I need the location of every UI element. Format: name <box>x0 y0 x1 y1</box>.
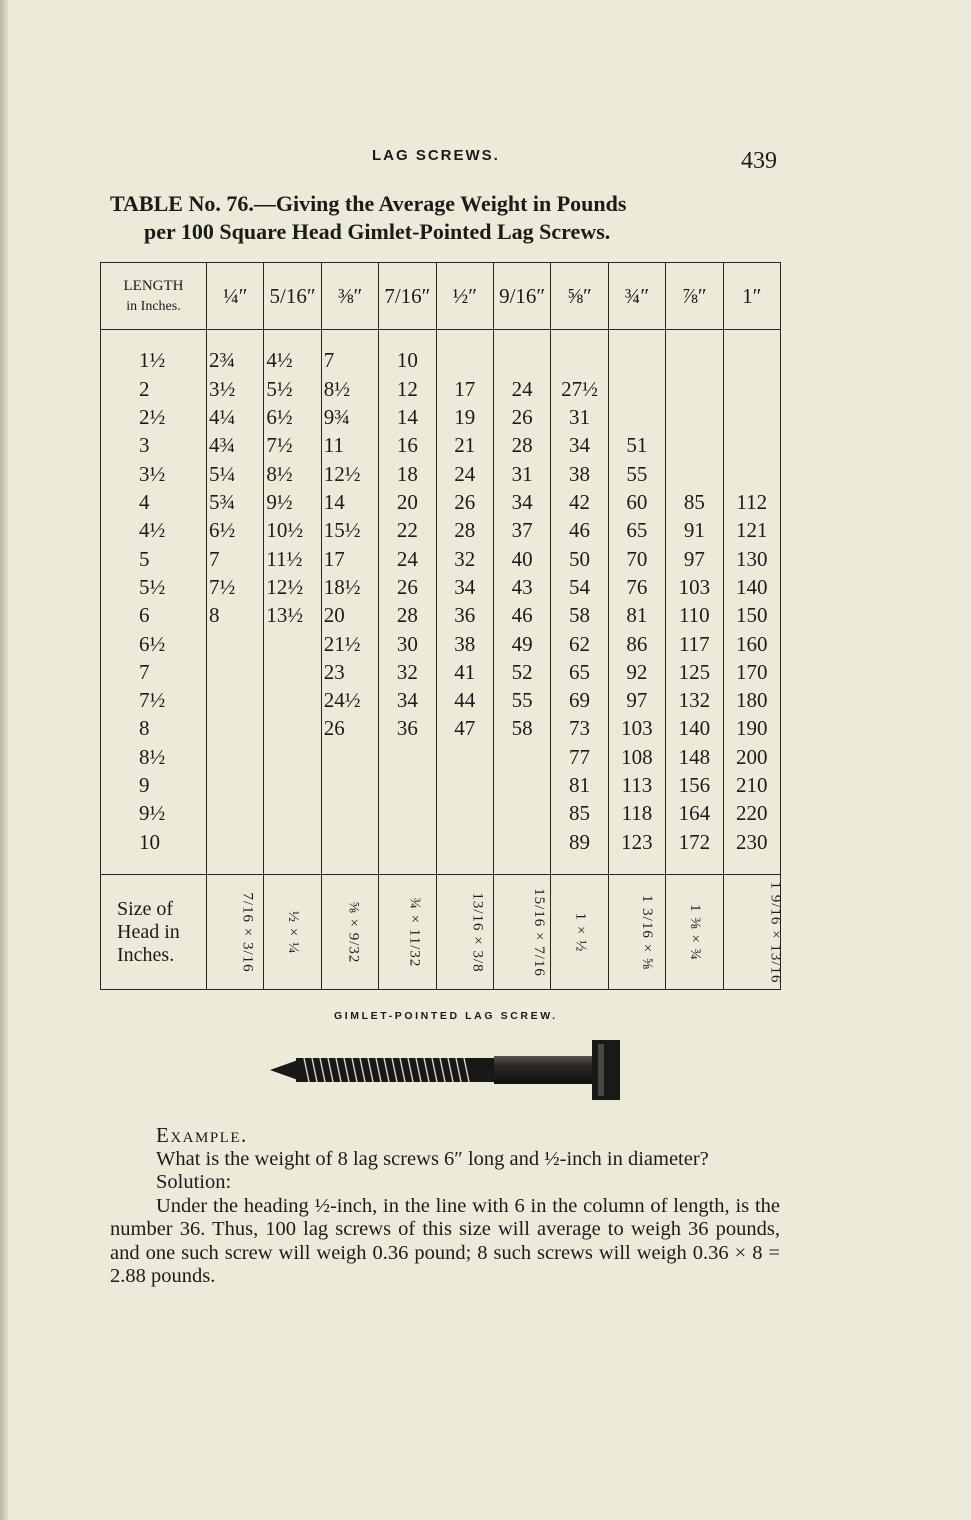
weight-cell: 10½ <box>264 516 321 544</box>
weight-cell <box>379 828 436 875</box>
weight-cell <box>493 743 550 771</box>
table-row <box>101 330 781 375</box>
weight-cell: 148 <box>666 743 723 771</box>
weight-cell: 31 <box>493 460 550 488</box>
weight-cell: 28 <box>493 431 550 459</box>
column-header: 1″ <box>723 263 780 330</box>
head-size-value: 15/16 × 7/16 <box>530 888 547 978</box>
weight-cell <box>723 330 780 375</box>
weight-cell: 89 <box>551 828 608 875</box>
head-size-label <box>101 875 207 990</box>
table-title-line-2: per 100 Square Head Gimlet-Pointed Lag Screws. <box>144 219 611 244</box>
column-header: 7/16″ <box>379 263 436 330</box>
head-size-cell <box>436 875 493 990</box>
head-size-cell <box>608 875 665 990</box>
table-body <box>101 330 781 875</box>
weight-cell: 73 <box>551 714 608 742</box>
weight-cell: 132 <box>666 686 723 714</box>
weight-cell: 8½ <box>321 375 378 403</box>
weight-cell <box>264 629 321 657</box>
weight-cell: 117 <box>666 629 723 657</box>
table-row <box>101 828 781 875</box>
weight-cell: 190 <box>723 714 780 742</box>
weight-cell: 6½ <box>207 516 264 544</box>
weight-cell: 97 <box>608 686 665 714</box>
weight-cell: 24½ <box>321 686 378 714</box>
head-size-value: ¾ × 11/32 <box>406 897 423 968</box>
weight-cell <box>436 330 493 375</box>
column-header: ⅞″ <box>666 263 723 330</box>
length-cell: 3 <box>101 431 207 459</box>
weight-cell <box>379 771 436 799</box>
weight-cell: 24 <box>493 375 550 403</box>
weight-cell: 54 <box>551 573 608 601</box>
solution-text: Under the heading ½-inch, in the line with 6 in the column of length, is the number 36. Thus, 100 lag screws of this size will average to weigh 36 pounds, and one such screw will weigh 0.36 pound; 8 such screws will weigh 0.36 × 8 = 2.88 pounds. <box>110 1194 780 1287</box>
weight-table-container <box>100 262 784 990</box>
length-cell: 5½ <box>101 573 207 601</box>
weight-cell: 46 <box>551 516 608 544</box>
weight-cell <box>207 629 264 657</box>
weight-cell: 23 <box>321 658 378 686</box>
weight-cell: 3½ <box>207 375 264 403</box>
weight-cell: 220 <box>723 799 780 827</box>
weight-cell: 40 <box>493 544 550 572</box>
head-size-cell <box>723 875 784 990</box>
weight-cell: 62 <box>551 629 608 657</box>
weight-cell <box>207 799 264 827</box>
weight-cell: 13½ <box>264 601 321 629</box>
weight-cell: 108 <box>608 743 665 771</box>
column-header: 9/16″ <box>493 263 550 330</box>
length-cell: 2 <box>101 375 207 403</box>
column-header: 5/16″ <box>264 263 321 330</box>
length-cell: 9½ <box>101 799 207 827</box>
weight-cell <box>207 771 264 799</box>
figure-caption: GIMLET-POINTED LAG SCREW. <box>334 1010 558 1022</box>
head-size-label-line-3: Inches. <box>117 943 175 966</box>
weight-cell: 5½ <box>264 375 321 403</box>
weight-cell: 37 <box>493 516 550 544</box>
weight-cell: 24 <box>379 544 436 572</box>
weight-cell: 200 <box>723 743 780 771</box>
weight-cell: 34 <box>436 573 493 601</box>
solution-label: Solution: <box>156 1171 232 1193</box>
table-row <box>101 714 781 742</box>
table-row <box>101 516 781 544</box>
weight-cell: 9¾ <box>321 403 378 431</box>
table-title-line-1: TABLE No. 76.—Giving the Average Weight in Pounds <box>110 191 627 216</box>
weight-cell <box>436 743 493 771</box>
weight-cell <box>207 714 264 742</box>
length-cell: 2½ <box>101 403 207 431</box>
weight-cell: 12 <box>379 375 436 403</box>
weight-cell: 123 <box>608 828 665 875</box>
weight-cell: 47 <box>436 714 493 742</box>
running-head: LAG SCREWS. <box>372 147 500 164</box>
weight-cell: 14 <box>379 403 436 431</box>
column-header: ½″ <box>436 263 493 330</box>
weight-cell: 8½ <box>264 460 321 488</box>
weight-cell: 230 <box>723 828 780 875</box>
weight-cell: 85 <box>666 488 723 516</box>
length-cell: 10 <box>101 828 207 875</box>
weight-cell <box>666 431 723 459</box>
weight-cell <box>493 799 550 827</box>
weight-cell <box>321 743 378 771</box>
weight-cell: 58 <box>551 601 608 629</box>
head-size-label-line-2: Head in <box>117 920 180 943</box>
weight-cell: 24 <box>436 460 493 488</box>
weight-cell <box>493 828 550 875</box>
table-row <box>101 743 781 771</box>
length-cell: 9 <box>101 771 207 799</box>
weight-cell <box>207 743 264 771</box>
table-row <box>101 544 781 572</box>
length-column-header <box>101 263 207 330</box>
weight-cell: 38 <box>436 629 493 657</box>
weight-cell: 156 <box>666 771 723 799</box>
weight-cell <box>264 771 321 799</box>
table-row <box>101 403 781 431</box>
lag-screw-illustration <box>268 1038 628 1102</box>
head-size-cell <box>493 875 550 990</box>
column-header: ⅝″ <box>551 263 608 330</box>
weight-cell: 28 <box>436 516 493 544</box>
weight-cell <box>207 686 264 714</box>
weight-cell: 30 <box>379 629 436 657</box>
weight-cell: 11 <box>321 431 378 459</box>
weight-cell <box>723 460 780 488</box>
weight-cell <box>264 828 321 875</box>
weight-cell: 16 <box>379 431 436 459</box>
weight-cell <box>321 799 378 827</box>
weight-cell: 32 <box>379 658 436 686</box>
weight-cell: 11½ <box>264 544 321 572</box>
weight-cell: 113 <box>608 771 665 799</box>
weight-cell: 7 <box>321 330 378 375</box>
weight-cell: 55 <box>608 460 665 488</box>
weight-cell: 92 <box>608 658 665 686</box>
weight-cell: 44 <box>436 686 493 714</box>
table-row <box>101 629 781 657</box>
weight-cell: 5¾ <box>207 488 264 516</box>
weight-cell: 38 <box>551 460 608 488</box>
weight-cell: 17 <box>321 544 378 572</box>
weight-cell <box>723 375 780 403</box>
weight-cell: 160 <box>723 629 780 657</box>
weight-cell: 81 <box>551 771 608 799</box>
page-number: 439 <box>741 148 777 174</box>
weight-cell: 140 <box>666 714 723 742</box>
weight-cell: 32 <box>436 544 493 572</box>
weight-cell: 7½ <box>207 573 264 601</box>
weight-cell: 15½ <box>321 516 378 544</box>
weight-cell: 51 <box>608 431 665 459</box>
table-row <box>101 771 781 799</box>
length-cell: 7 <box>101 658 207 686</box>
length-header-sublabel: in Inches. <box>126 298 181 314</box>
weight-cell: 34 <box>379 686 436 714</box>
weight-cell <box>436 828 493 875</box>
weight-cell: 77 <box>551 743 608 771</box>
head-size-cell <box>666 875 723 990</box>
weight-cell: 50 <box>551 544 608 572</box>
table-header-row <box>101 263 781 330</box>
head-size-value: ½ × ¼ <box>285 910 302 955</box>
length-cell: 6½ <box>101 629 207 657</box>
weight-cell <box>493 771 550 799</box>
weight-cell <box>264 686 321 714</box>
weight-cell: 5¼ <box>207 460 264 488</box>
example-heading: Example. <box>156 1123 248 1147</box>
length-cell: 8 <box>101 714 207 742</box>
length-cell: 4½ <box>101 516 207 544</box>
length-header-label: LENGTH <box>123 277 184 294</box>
weight-cell: 103 <box>608 714 665 742</box>
weight-cell: 130 <box>723 544 780 572</box>
weight-cell <box>723 431 780 459</box>
weight-cell: 43 <box>493 573 550 601</box>
table-row <box>101 460 781 488</box>
weight-cell: 34 <box>551 431 608 459</box>
weight-cell: 2¾ <box>207 330 264 375</box>
weight-cell <box>321 828 378 875</box>
weight-cell <box>207 658 264 686</box>
weight-cell <box>264 799 321 827</box>
weight-cell: 7 <box>207 544 264 572</box>
weight-cell <box>666 375 723 403</box>
example-question: What is the weight of 8 lag screws 6″ long and ½-inch in diameter? <box>156 1147 709 1170</box>
weight-cell: 4¼ <box>207 403 264 431</box>
length-cell: 5 <box>101 544 207 572</box>
weight-cell: 42 <box>551 488 608 516</box>
weight-cell: 46 <box>493 601 550 629</box>
head-size-value: 1 3/16 × ⅝ <box>638 895 655 971</box>
weight-cell: 49 <box>493 629 550 657</box>
weight-cell: 69 <box>551 686 608 714</box>
weight-cell <box>723 403 780 431</box>
weight-cell: 26 <box>379 573 436 601</box>
head-size-value: 7/16 × 3/16 <box>239 892 256 973</box>
weight-cell: 27½ <box>551 375 608 403</box>
weight-cell: 20 <box>379 488 436 516</box>
weight-cell: 112 <box>723 488 780 516</box>
head-size-value: 13/16 × 3/8 <box>469 892 486 973</box>
weight-cell: 125 <box>666 658 723 686</box>
length-cell: 1½ <box>101 330 207 375</box>
weight-cell: 20 <box>321 601 378 629</box>
weight-cell: 18½ <box>321 573 378 601</box>
table-row <box>101 431 781 459</box>
weight-cell <box>608 330 665 375</box>
head-size-value: 1 × ½ <box>572 912 589 953</box>
weight-cell: 12½ <box>264 573 321 601</box>
weight-cell: 26 <box>321 714 378 742</box>
weight-cell: 52 <box>493 658 550 686</box>
weight-cell <box>608 375 665 403</box>
weight-cell: 6½ <box>264 403 321 431</box>
weight-cell <box>321 771 378 799</box>
column-header: ¾″ <box>608 263 665 330</box>
weight-cell: 85 <box>551 799 608 827</box>
head-size-value: 1 ⅜ × ¾ <box>686 904 703 961</box>
weight-cell <box>551 330 608 375</box>
weight-table <box>100 262 784 990</box>
head-size-cell <box>551 875 608 990</box>
weight-cell: 41 <box>436 658 493 686</box>
head-size-cell <box>207 875 264 990</box>
weight-cell: 118 <box>608 799 665 827</box>
head-size-row <box>101 875 781 990</box>
weight-cell: 34 <box>493 488 550 516</box>
weight-cell: 81 <box>608 601 665 629</box>
weight-cell: 14 <box>321 488 378 516</box>
weight-cell: 60 <box>608 488 665 516</box>
weight-cell: 164 <box>666 799 723 827</box>
length-cell: 4 <box>101 488 207 516</box>
table-row <box>101 573 781 601</box>
weight-cell <box>436 799 493 827</box>
weight-cell: 36 <box>436 601 493 629</box>
weight-cell: 103 <box>666 573 723 601</box>
weight-cell: 9½ <box>264 488 321 516</box>
weight-cell: 86 <box>608 629 665 657</box>
head-size-cell <box>379 875 436 990</box>
weight-cell: 91 <box>666 516 723 544</box>
weight-cell: 21½ <box>321 629 378 657</box>
weight-cell: 18 <box>379 460 436 488</box>
weight-cell: 65 <box>551 658 608 686</box>
table-title <box>110 190 790 246</box>
weight-cell <box>264 714 321 742</box>
weight-cell: 26 <box>436 488 493 516</box>
weight-cell: 140 <box>723 573 780 601</box>
weight-cell: 170 <box>723 658 780 686</box>
weight-cell: 70 <box>608 544 665 572</box>
weight-cell: 172 <box>666 828 723 875</box>
weight-cell: 4½ <box>264 330 321 375</box>
head-size-value: ⅝ × 9/32 <box>345 901 362 964</box>
table-row <box>101 601 781 629</box>
weight-cell: 7½ <box>264 431 321 459</box>
weight-cell: 210 <box>723 771 780 799</box>
weight-cell: 21 <box>436 431 493 459</box>
table-row <box>101 658 781 686</box>
weight-cell <box>264 658 321 686</box>
weight-cell: 8 <box>207 601 264 629</box>
weight-cell: 180 <box>723 686 780 714</box>
weight-cell: 36 <box>379 714 436 742</box>
weight-cell: 4¾ <box>207 431 264 459</box>
column-header: ⅜″ <box>321 263 378 330</box>
weight-cell: 10 <box>379 330 436 375</box>
head-size-label-line-1: Size of <box>117 897 174 920</box>
length-cell: 7½ <box>101 686 207 714</box>
weight-cell: 31 <box>551 403 608 431</box>
table-row <box>101 488 781 516</box>
weight-cell: 28 <box>379 601 436 629</box>
weight-cell: 55 <box>493 686 550 714</box>
weight-cell: 19 <box>436 403 493 431</box>
head-size-cell <box>264 875 321 990</box>
table-row <box>101 375 781 403</box>
weight-cell <box>207 828 264 875</box>
weight-cell <box>666 330 723 375</box>
weight-cell: 65 <box>608 516 665 544</box>
length-cell: 6 <box>101 601 207 629</box>
weight-cell: 110 <box>666 601 723 629</box>
weight-cell <box>264 743 321 771</box>
weight-cell <box>493 330 550 375</box>
weight-cell <box>379 799 436 827</box>
length-cell: 3½ <box>101 460 207 488</box>
table-row <box>101 799 781 827</box>
table-row <box>101 686 781 714</box>
weight-cell <box>379 743 436 771</box>
weight-cell: 150 <box>723 601 780 629</box>
weight-cell <box>608 403 665 431</box>
weight-cell: 17 <box>436 375 493 403</box>
column-header: ¼″ <box>207 263 264 330</box>
weight-cell: 76 <box>608 573 665 601</box>
weight-cell <box>436 771 493 799</box>
head-size-value: 1 9/16 × 13/16 <box>767 881 784 984</box>
length-cell: 8½ <box>101 743 207 771</box>
weight-cell: 26 <box>493 403 550 431</box>
weight-cell: 97 <box>666 544 723 572</box>
weight-cell <box>666 403 723 431</box>
weight-cell <box>666 460 723 488</box>
weight-cell: 22 <box>379 516 436 544</box>
example-section <box>110 1124 780 1289</box>
book-spine-edge <box>0 0 8 1520</box>
weight-cell: 58 <box>493 714 550 742</box>
weight-cell: 121 <box>723 516 780 544</box>
weight-cell: 12½ <box>321 460 378 488</box>
head-size-cell <box>321 875 378 990</box>
